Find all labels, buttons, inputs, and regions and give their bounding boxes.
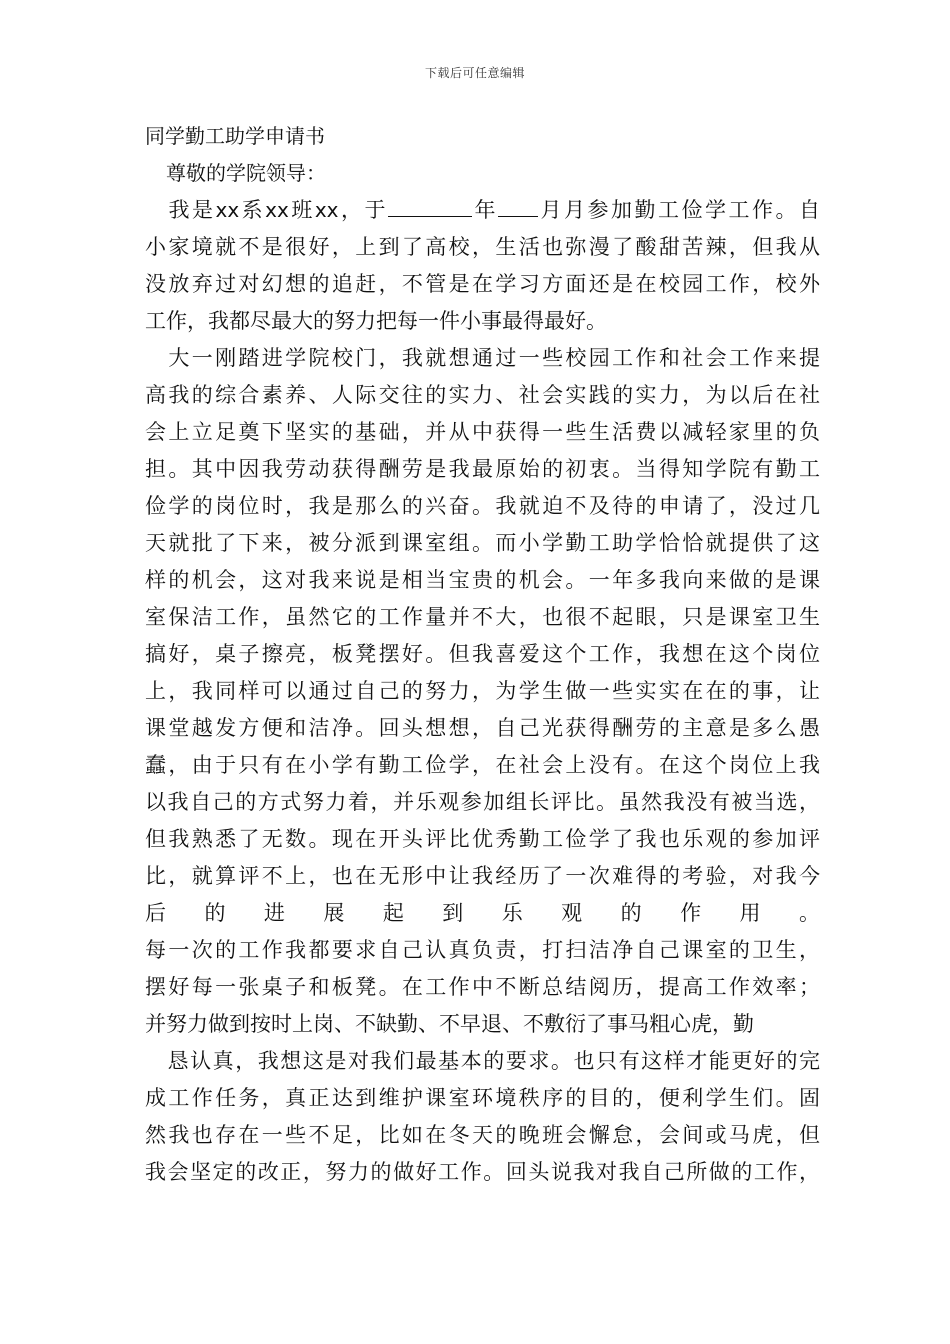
text-line: 室保洁工作，虽然它的工作量并不大，也很不起眼，只是课室卫生: [145, 605, 820, 629]
text-line: 成工作任务，真正达到维护课室环境秩序的目的，便利学生们。固: [145, 1086, 820, 1110]
document-body: [145, 118, 820, 1339]
text-line: 以我自己的方式努力着，并乐观参加组长评比。虽然我没有被当选，: [145, 790, 820, 814]
text-line: 上，我同样可以通过自己的努力，为学生做一些实实在在的事，让: [145, 679, 820, 703]
text-line: 没放弃过对幻想的追赶，不管是在学习方面还是在校园工作，校外: [145, 272, 820, 296]
text-line: 后的进展起到乐观的作用。: [145, 901, 820, 925]
text-line: 担。其中因我劳动获得酬劳是我最原始的初衷。当得知学院有勤工: [145, 457, 820, 481]
text-line: 但我熟悉了无数。现在开头评比优秀勤工俭学了我也乐观的参加评: [145, 827, 820, 851]
text-line: 天就批了下来，被分派到课室组。而小学勤工助学恰恰就提供了这: [145, 531, 820, 555]
text-line: 样的机会，这对我来说是相当宝贵的机会。一年多我向来做的是课: [145, 568, 820, 592]
month-blank: [498, 198, 538, 217]
text-line: 比，就算评不上，也在无形中让我经历了一次难得的考验，对我今: [145, 864, 820, 888]
text-line: 并努力做到按时上岗、不缺勤、不早退、不敷衍了事马粗心虎，勤: [145, 1012, 754, 1036]
text-line: 工作，我都尽最大的努力把每一件小事最得最好。: [145, 309, 607, 333]
text-line: [145, 1302, 820, 1339]
text-line: 我会坚定的改正，努力的做好工作。回头说我对我自己所做的工作，: [145, 1160, 820, 1184]
text-line: [145, 1191, 820, 1228]
text-line: 每一次的工作我都要求自己认真负责，打扫洁净自己课室的卫生，: [145, 938, 820, 962]
paragraph-1-line-1: 我是xx系xx班xx，于 年 月月参加勤工俭学工作。自: [166, 198, 821, 222]
text-line: 小家境就不是很好，上到了高校，生活也弥漫了酸甜苦辣，但我从: [145, 235, 820, 259]
header-note: 下载后可任意编辑: [424, 66, 525, 80]
text-line: [145, 1265, 820, 1302]
text-line: 会上立足奠下坚实的基础，并从中获得一些生活费以减轻家里的负: [145, 420, 820, 444]
text-line: 蠢，由于只有在小学有勤工俭学，在社会上没有。在这个岗位上我: [145, 753, 820, 777]
text-line: 课堂越发方便和洁净。回头想想，自己光获得酬劳的主意是多么愚: [145, 716, 820, 740]
text-line: 俭学的岗位时，我是那么的兴奋。我就迫不及待的申请了，没过几: [145, 494, 820, 518]
paragraph-3-line-1: 恳认真，我想这是对我们最基本的要求。也只有这样才能更好的完: [166, 1049, 820, 1073]
text-line: 摆好每一张桌子和板凳。在工作中不断总结阅历，提高工作效率；: [145, 975, 820, 999]
text-line: 搞好，桌子擦亮，板凳摆好。但我喜爱这个工作，我想在这个岗位: [145, 642, 820, 666]
text-line: 高我的综合素养、人际交往的实力、社会实践的实力，为以后在社: [145, 383, 820, 407]
year-blank: [388, 198, 472, 217]
text-line: [145, 1228, 820, 1265]
paragraph-2-line-1: 大一刚踏进学院校门，我就想通过一些校园工作和社会工作来提: [166, 346, 820, 370]
salutation: 尊敬的学院领导：: [166, 161, 326, 185]
text-line: 然我也存在一些不足，比如在冬天的晚班会懈怠，会间或马虎，但: [145, 1123, 820, 1147]
document-title: 同学勤工助学申请书: [145, 124, 325, 148]
